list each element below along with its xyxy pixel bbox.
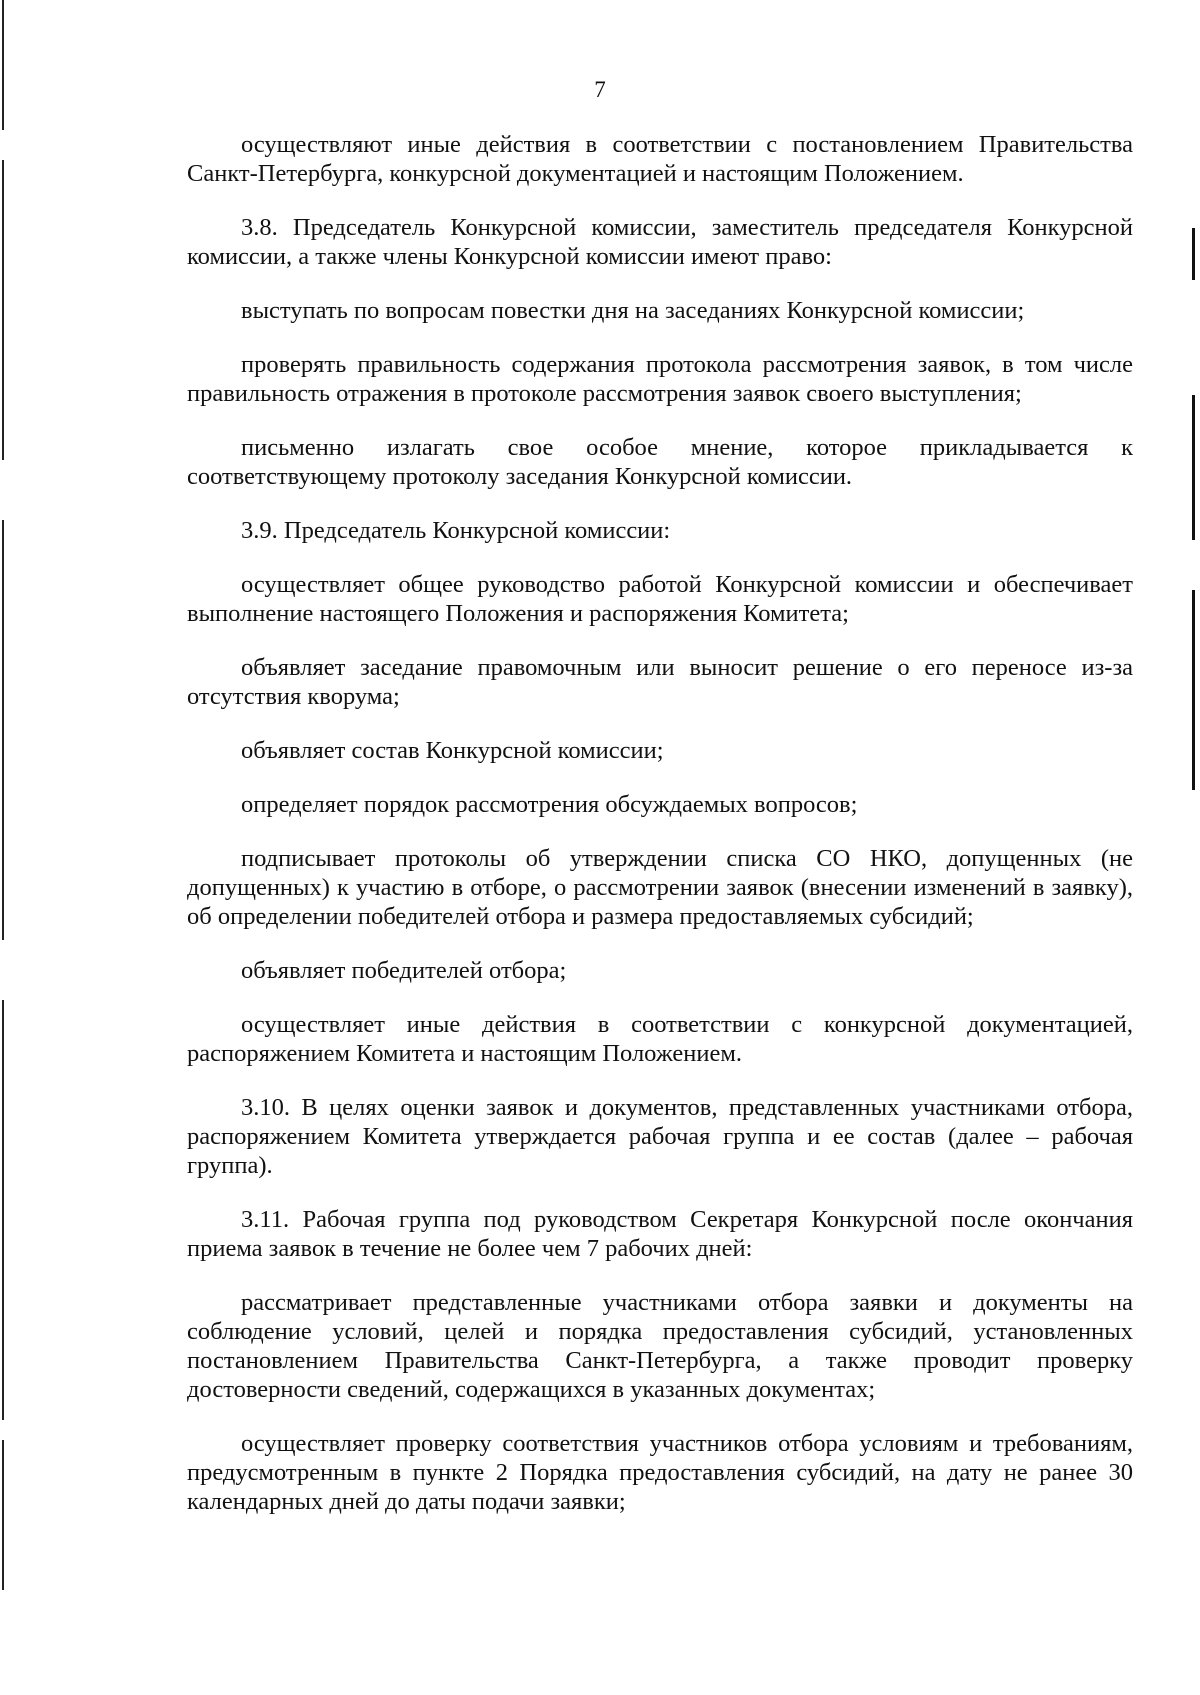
paragraph: рассматривает представленные участниками отбора заявки и документы на соблюдение условий, целей и порядка предоставления субсидий, установленных постановлением Правительства Санкт-Петербурга, а также проводит проверку достоверности сведений, содержащихся в указанных документах; [187, 1289, 1133, 1403]
scan-left-edge [0, 0, 6, 1600]
paragraph-3-9: 3.9. Председатель Конкурсной комиссии: [241, 517, 671, 544]
paragraph: письменно излагать свое особое мнение, которое прикладывается к соответствующему протоколу заседания Конкурсной комиссии. [187, 434, 1133, 490]
paragraph-3-8: 3.8. Председатель Конкурсной комиссии, заместитель председателя Конкурсной комиссии, а также члены Конкурсной комиссии имеют право: [187, 214, 1133, 270]
margin-mark [1192, 228, 1195, 280]
margin-mark [1192, 395, 1195, 540]
paragraph: объявляет состав Конкурсной комиссии; [241, 737, 664, 764]
paragraph: осуществляет проверку соответствия участников отбора условиям и требованиям, предусмотренным в пункте 2 Порядка предоставления субсидий, на дату не ранее 30 календарных дней до даты подачи заявки; [187, 1430, 1133, 1515]
document-body [187, 130, 1133, 1541]
paragraph-3-10: 3.10. В целях оценки заявок и документов, представленных участниками отбора, распоряжением Комитета утверждается рабочая группа и ее состав (далее – рабочая группа). [187, 1094, 1133, 1179]
paragraph-3-11: 3.11. Рабочая группа под руководством Секретаря Конкурсной после окончания приема заявок в течение не более чем 7 рабочих дней: [187, 1206, 1133, 1262]
paragraph: определяет порядок рассмотрения обсуждаемых вопросов; [241, 791, 858, 818]
page-number: 7 [594, 77, 606, 102]
paragraph: объявляет заседание правомочным или выносит решение о его переносе из-за отсутствия кворума; [187, 654, 1133, 710]
paragraph: осуществляет общее руководство работой Конкурсной комиссии и обеспечивает выполнение настоящего Положения и распоряжения Комитета; [187, 571, 1133, 627]
paragraph: осуществляют иные действия в соответствии с постановлением Правительства Санкт-Петербурга, конкурсной документацией и настоящим Положением. [187, 131, 1133, 187]
paragraph: объявляет победителей отбора; [241, 957, 567, 984]
paragraph: проверять правильность содержания протокола рассмотрения заявок, в том числе правильность отражения в протоколе рассмотрения заявок своего выступления; [187, 351, 1133, 407]
paragraph: подписывает протоколы об утверждении списка СО НКО, допущенных (не допущенных) к участию в отборе, о рассмотрении заявок (внесении изменений в заявку), об определении победителей отбора и размера предоставляемых субсидий; [187, 845, 1133, 930]
paragraph: выступать по вопросам повестки дня на заседаниях Конкурсной комиссии; [241, 297, 1025, 324]
paragraph: осуществляет иные действия в соответствии с конкурсной документацией, распоряжением Комитета и настоящим Положением. [187, 1011, 1133, 1067]
margin-mark [1192, 590, 1195, 790]
